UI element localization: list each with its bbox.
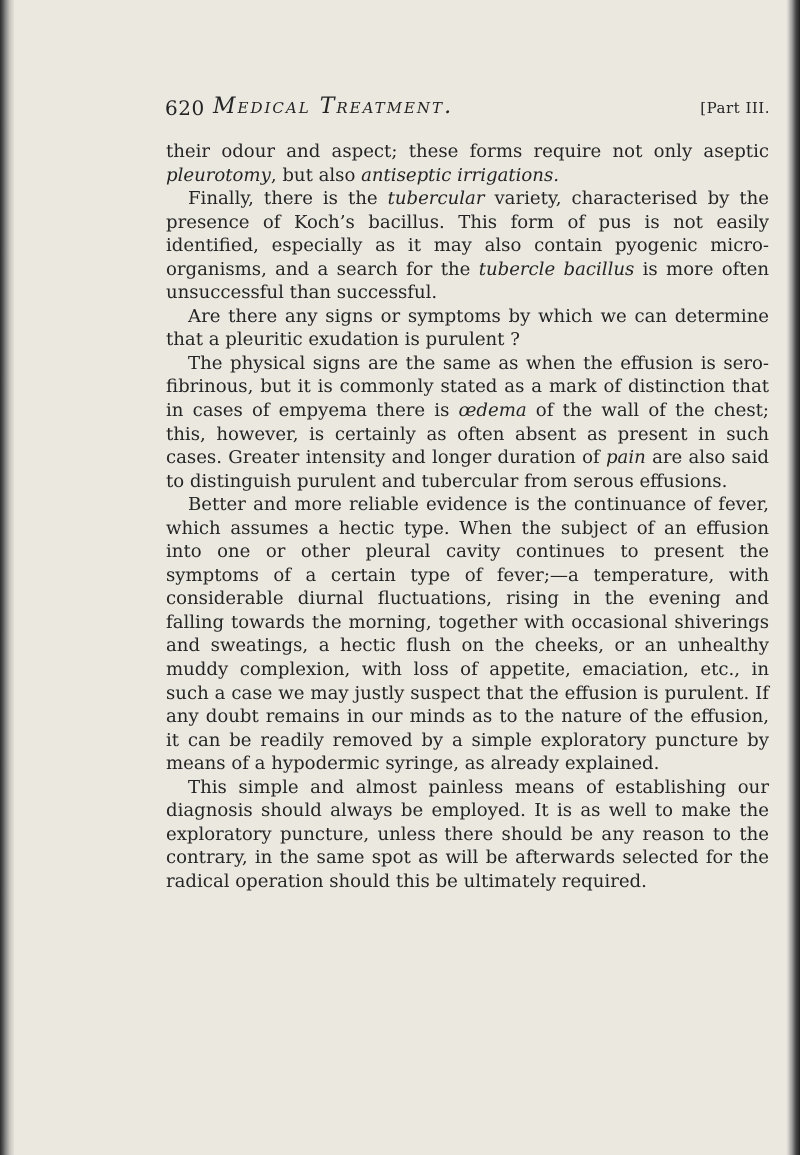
text-run: variety, characterised by the presence of Koch’s bacillus. This form of pus is not easily identified, especially as it may also contain pyogenic micro-organisms, and a search for the bbox=[166, 188, 770, 280]
paragraph bbox=[166, 140, 769, 187]
italic-term: pain bbox=[605, 447, 646, 469]
italic-term: antiseptic irrigations. bbox=[361, 164, 559, 186]
body-text bbox=[166, 140, 769, 894]
running-header bbox=[165, 94, 770, 124]
text-run: Are there any signs or symptoms by which we can determine that a pleuritic exudation is purulent ? bbox=[166, 305, 769, 351]
text-run: This simple and almost painless means of establishing our diagnosis should always be employed. It is as well to make the exploratory puncture, unless there should be any reason to the contrary, in the same spot as will be afterwards selected for the radical operation should this be ultimately required. bbox=[166, 776, 769, 892]
page-edge bbox=[786, 0, 800, 1155]
italic-term: œdema bbox=[458, 400, 527, 422]
text-run: their odour and aspect; these forms require not only aseptic bbox=[166, 141, 769, 162]
part-label: [Part III. bbox=[700, 99, 770, 117]
paragraph bbox=[166, 776, 769, 894]
text-run: Better and more reliable evidence is the continuance of fever, which assumes a hectic type. When the subject of an effusion into one or other pleural cavity continues to present the symptoms of a certain type of fever;—a temperature, with considerable diurnal fluctuations, rising in the evening and falling towards the morning, together with occasional shiverings and sweatings, a hectic flush on the cheeks, or an unhealthy muddy complexion, with loss of appetite, emaciation, etc., in such a case we may justly suspect that the effusion is purulent. If any doubt remains in our minds as to the nature of the effusion, it can be readily removed by a simple exploratory puncture by means of a hypodermic syringe, as already explained. bbox=[166, 494, 769, 775]
text-run: are also said to distinguish purulent and tubercular from serous effusions. bbox=[166, 447, 769, 492]
text-run: of the wall of the chest; this, however, is certainly as often absent as present in such cases. Greater intensity and longer duration of bbox=[166, 400, 769, 469]
paragraph bbox=[166, 187, 769, 305]
text-run: is more often unsuccessful than successful. bbox=[166, 258, 769, 304]
italic-term: pleurotomy bbox=[166, 164, 271, 186]
binding-edge bbox=[0, 0, 14, 1155]
paragraph bbox=[166, 352, 769, 493]
text-run: Finally, there is the bbox=[188, 188, 388, 210]
italic-term: tubercular bbox=[387, 188, 485, 210]
paragraph bbox=[166, 493, 769, 776]
text-run: , but also bbox=[270, 164, 362, 186]
paragraph bbox=[166, 305, 769, 352]
running-title: Medical Treatment. bbox=[213, 94, 454, 119]
text-run: The physical signs are the same as when the effusion is sero-fibrinous, but it is commonly stated as a mark of distinction that in cases of empyema there is bbox=[166, 352, 769, 422]
page-number: 620 bbox=[165, 96, 205, 120]
italic-term: tubercle bacillus bbox=[478, 258, 635, 280]
